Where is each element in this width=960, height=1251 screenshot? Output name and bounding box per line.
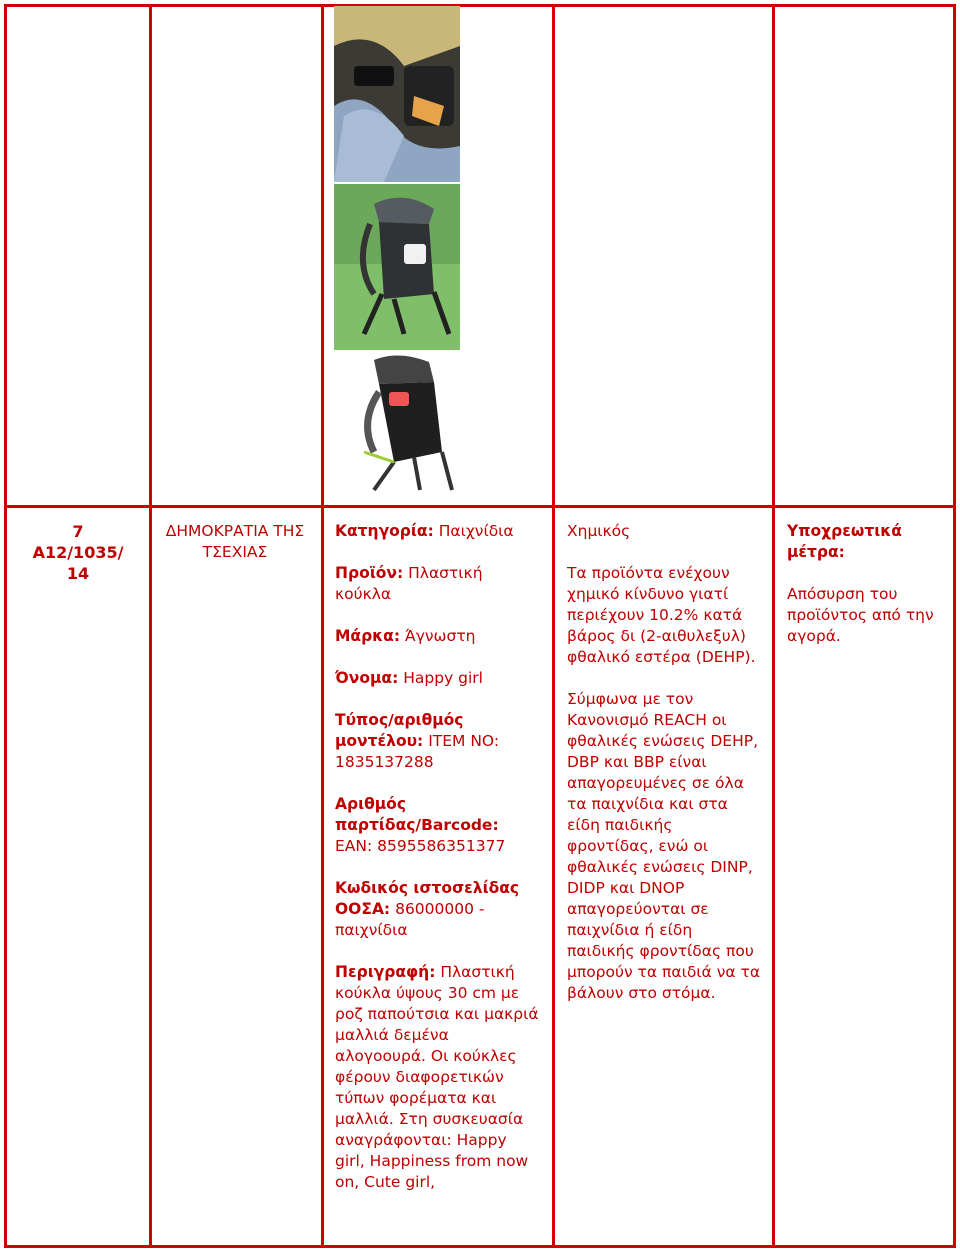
batch-value: EAN: 8595586351377 [335, 837, 506, 855]
border-left [4, 4, 7, 1248]
product-details [335, 521, 540, 1193]
product-label: Προϊόν: [335, 564, 404, 582]
border-row [4, 505, 956, 508]
brand-line [335, 626, 540, 647]
name-label: Όνομα: [335, 669, 399, 687]
product-line [335, 563, 540, 605]
row-number: 7 [72, 522, 84, 541]
risk-paragraph-2: Σύμφωνα με τον Κανονισμό REACH οι φθαλικές ενώσεις DEHP, DBP και BBP είναι απαγορευμένες σε όλα τα παιχνίδια και στα είδη παιδικής φροντίδας, ενώ οι φθαλικές ενώσεις DINP, DIDP και DNOP απαγορεύονται σε παιχνίδια ή είδη παιδικής φροντίδας που μπορούν τα παιδιά να τα βάλουν στο στόμα. [567, 690, 761, 1002]
batch-label: Αριθμός παρτίδας/Barcode: [335, 795, 499, 834]
oecd-line [335, 878, 540, 941]
border-right [953, 4, 956, 1248]
name-value: Happy girl [403, 669, 483, 687]
risk-details [567, 521, 762, 1004]
model-label: Τύπος/αριθμός μοντέλου: [335, 711, 464, 750]
photo-car-seat [334, 6, 460, 182]
category-label: Κατηγορία: [335, 522, 434, 540]
border-col4 [772, 4, 775, 1248]
row-ref-line1: A12/1035/ [32, 543, 124, 562]
brand-label: Μάρκα: [335, 627, 401, 645]
border-top [4, 4, 956, 7]
category-value: Παιχνίδια [438, 522, 514, 540]
description-line [335, 962, 540, 1193]
row-reference [7, 521, 149, 584]
row-ref-line2: 14 [66, 564, 90, 583]
risk-paragraph-1: Τα προϊόντα ενέχουν χημικό κίνδυνο γιατί περιέχουν 10.2% κατά βάρος δι (2-αιθυλεξυλ) φθαλικό εστέρα (DEHP). [567, 564, 756, 666]
measures [787, 521, 949, 647]
border-bottom [4, 1245, 956, 1248]
category-line [335, 521, 540, 542]
measures-heading: Υποχρεωτικά μέτρα: [787, 522, 902, 561]
product-value: Πλαστική κούκλα [335, 564, 483, 603]
description-value: Πλαστική κούκλα ύψους 30 cm με ροζ παπούτσια και μακριά μαλλιά δεμένα αλογοουρά. Οι κούκλες φέρουν διαφορετικών τύπων φορέματα και μαλλιά. Στη συσκευασία αναγράφονται: Happy girl, Happiness from now on, Cute girl, [335, 963, 539, 1191]
border-col2 [321, 4, 324, 1248]
country-name: ΔΗΜΟΚΡΑΤΙΑ ΤΗΣ ΤΣΕΧΙΑΣ [165, 522, 305, 561]
oecd-label: Κωδικός ιστοσελίδας ΟΟΣΑ: [335, 879, 520, 918]
description-label: Περιγραφή: [335, 963, 436, 981]
notifying-country [160, 521, 310, 563]
model-line [335, 710, 540, 773]
border-col1 [149, 4, 152, 1248]
border-col3 [552, 4, 555, 1248]
photo-baby-carrier-black [334, 352, 460, 494]
oecd-value: 86000000 - παιχνίδια [335, 900, 485, 939]
batch-line [335, 794, 540, 857]
model-value: ITEM NO: 1835137288 [335, 732, 500, 771]
brand-value: Άγνωστη [404, 627, 476, 645]
photo-baby-carrier-green [334, 184, 460, 350]
name-line [335, 668, 540, 689]
risk-type: Χημικός [567, 522, 631, 540]
measures-text: Απόσυρση του προϊόντος από την αγορά. [787, 585, 934, 645]
